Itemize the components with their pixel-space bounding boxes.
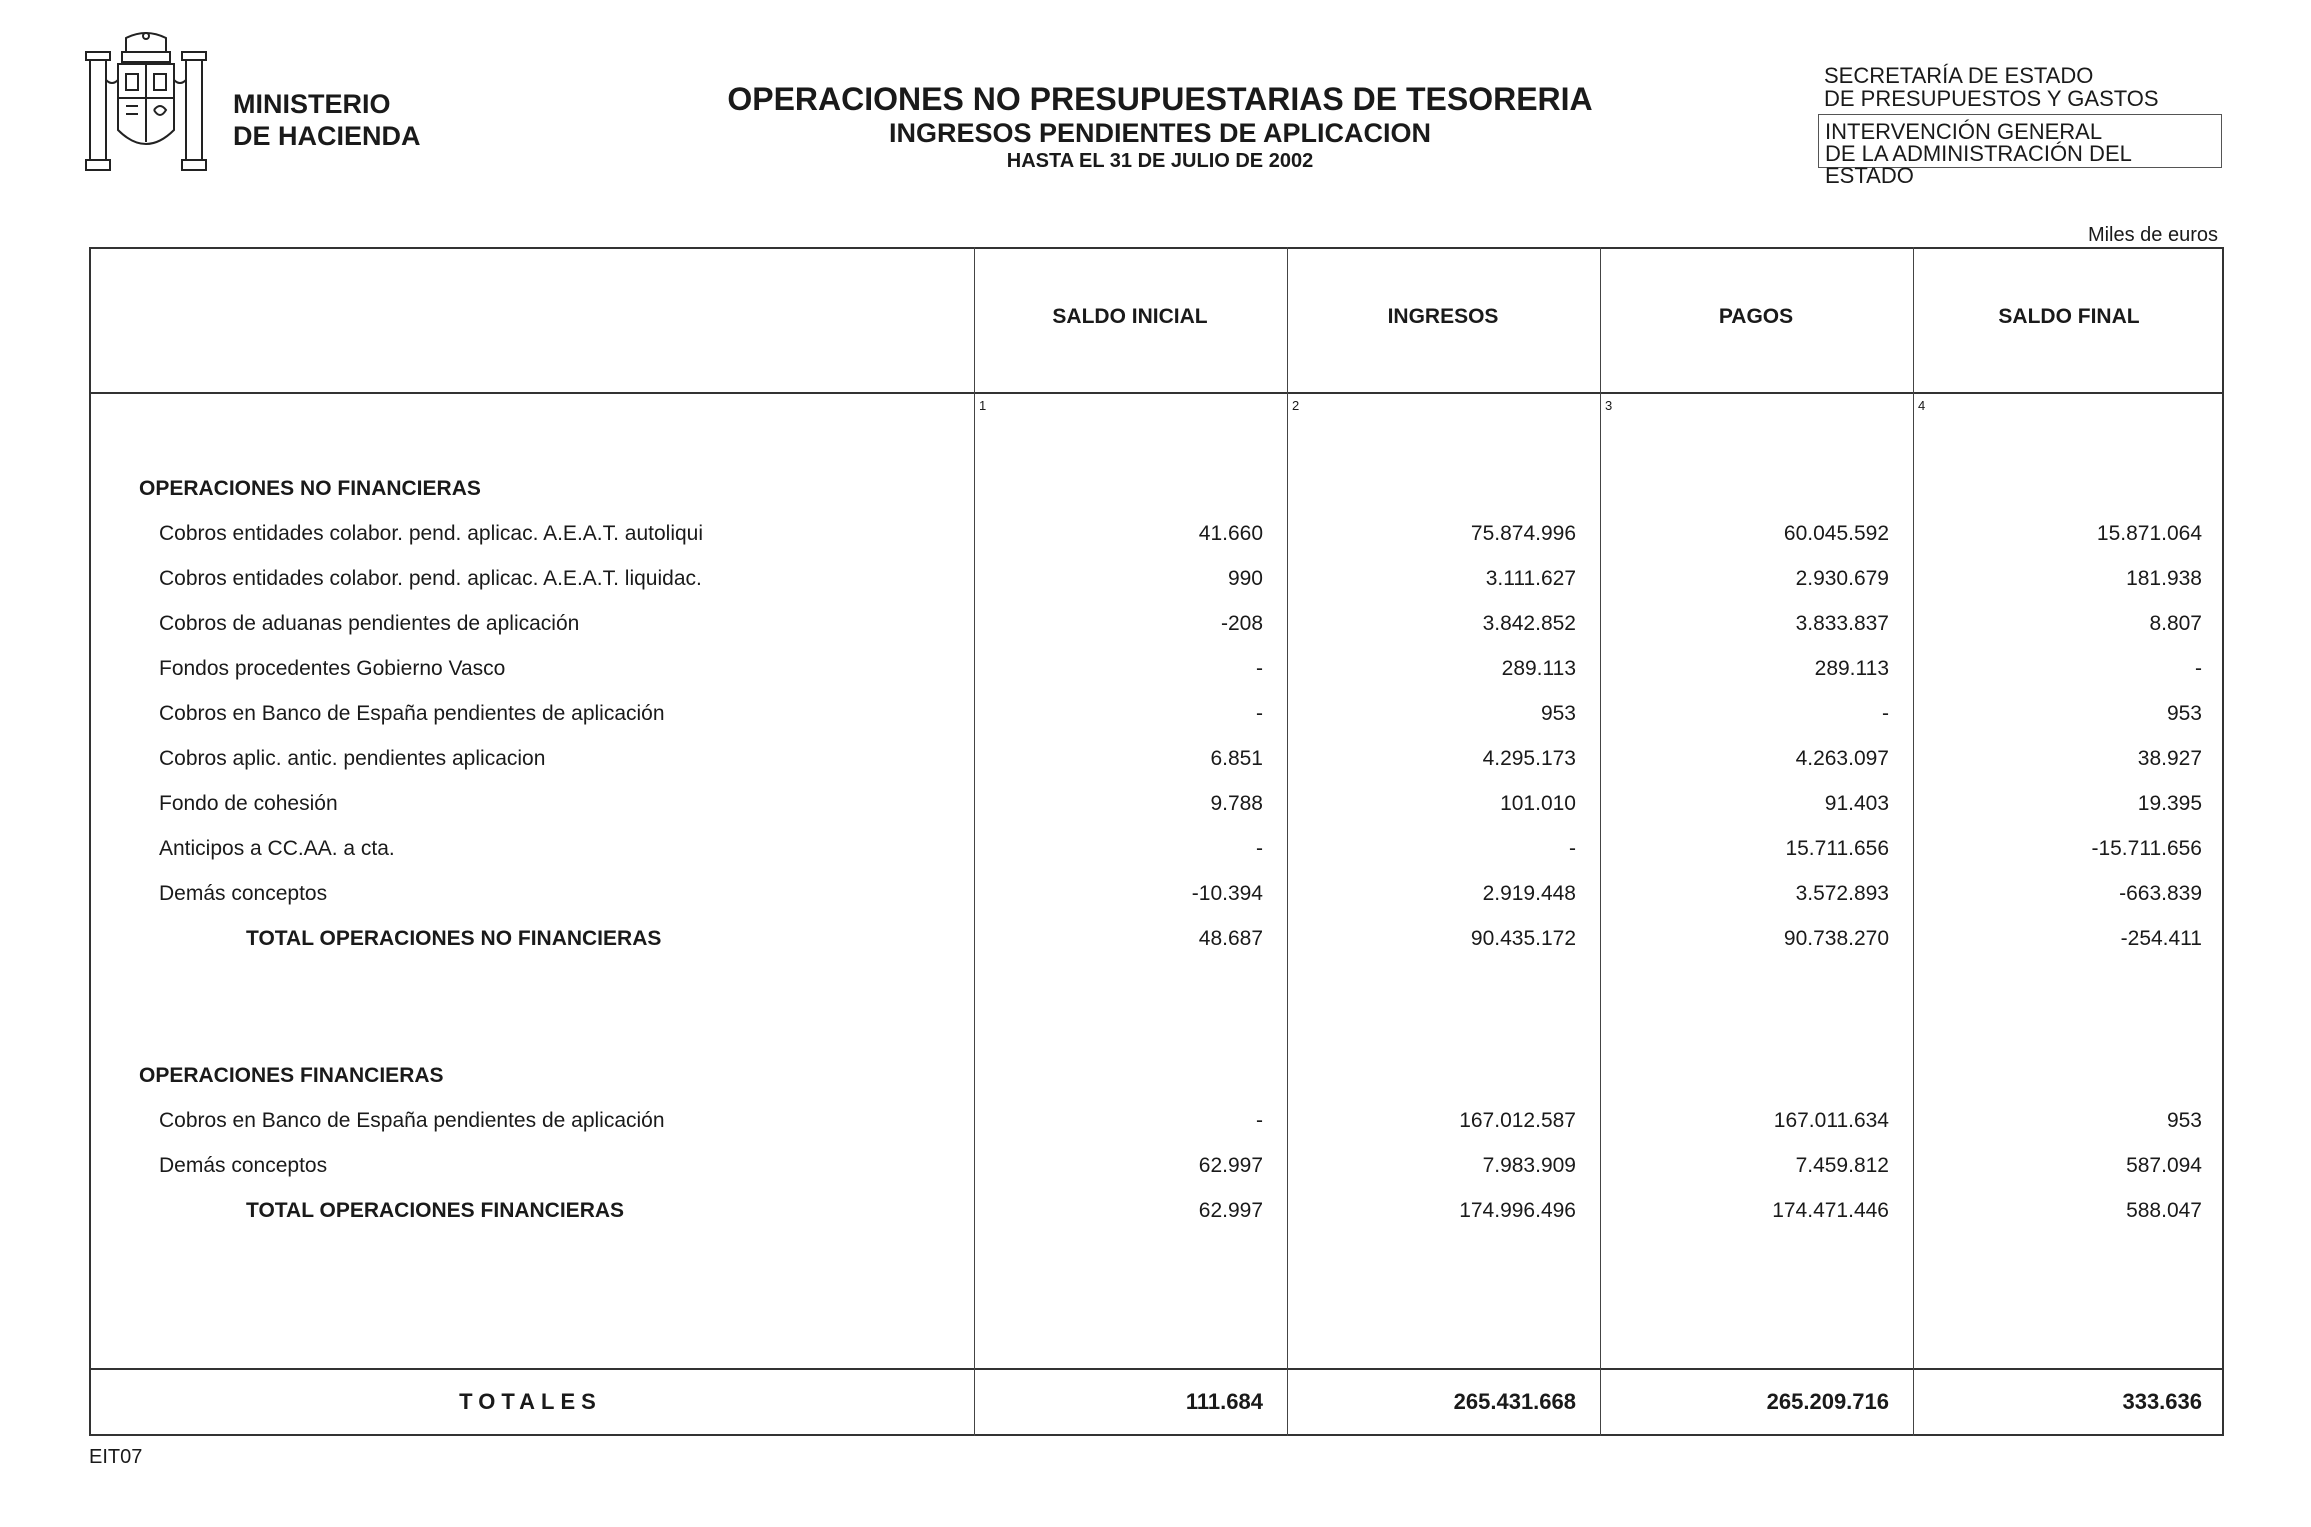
report-title: OPERACIONES NO PRESUPUESTARIAS DE TESORERIA [727, 81, 1593, 117]
table-row [0, 792, 2311, 822]
cell-saldo-final: -663.839 [2119, 882, 2202, 905]
cell-pagos: 289.113 [1814, 657, 1889, 680]
table-row [0, 1109, 2311, 1139]
header-divider [89, 392, 2224, 394]
cell-saldo-inicial: 111.684 [1185, 1389, 1263, 1414]
table-row [0, 747, 2311, 777]
cell-saldo-final: 587.094 [2126, 1154, 2202, 1177]
cell-pagos: 7.459.812 [1795, 1154, 1889, 1177]
cell-saldo-final: 181.938 [2126, 567, 2202, 590]
section-heading [0, 477, 2311, 507]
cell-ingresos: 265.431.668 [1453, 1389, 1576, 1414]
intervencion-line-2: DE LA ADMINISTRACIÓN DEL ESTADO [1825, 141, 2132, 188]
cell-saldo-inicial: -10.394 [1191, 882, 1263, 905]
cell-saldo-final: 953 [2166, 1109, 2202, 1132]
cell-saldo-final: - [2195, 657, 2202, 680]
cell-pagos: 4.263.097 [1795, 747, 1889, 770]
column-header-saldo-final: SALDO FINAL [1998, 305, 2140, 328]
section-title: OPERACIONES NO FINANCIERAS [139, 477, 481, 500]
secretaria-label [1824, 64, 2159, 110]
section-heading [0, 1064, 2311, 1094]
coat-of-arms-icon [82, 30, 210, 180]
row-label: Cobros aplic. antic. pendientes aplicacion [159, 747, 546, 770]
document-code: EIT07 [89, 1446, 143, 1468]
cell-pagos: 265.209.716 [1766, 1389, 1889, 1414]
cell-ingresos: 174.996.496 [1459, 1199, 1576, 1222]
cell-saldo-inicial: - [1256, 657, 1263, 680]
cell-ingresos: 167.012.587 [1459, 1109, 1576, 1132]
cell-pagos: 3.572.893 [1795, 882, 1889, 905]
cell-ingresos: 953 [1540, 702, 1576, 725]
cell-saldo-final: 38.927 [2137, 747, 2202, 770]
cell-saldo-final: 19.395 [2137, 792, 2202, 815]
row-label: Fondos procedentes Gobierno Vasco [159, 657, 506, 680]
intervencion-box [1818, 114, 2222, 188]
cell-pagos: 3.833.837 [1795, 612, 1889, 635]
cell-saldo-final: 8.807 [2149, 612, 2202, 635]
report-subtitle: INGRESOS PENDIENTES DE APLICACION [888, 118, 1432, 148]
cell-saldo-inicial: - [1256, 702, 1263, 725]
cell-saldo-final: 588.047 [2126, 1199, 2202, 1222]
row-label: Anticipos a CC.AA. a cta. [159, 837, 395, 860]
ministry-line-1: MINISTERIO [233, 89, 391, 119]
row-label: Fondo de cohesión [159, 792, 338, 815]
cell-ingresos: 3.111.627 [1485, 567, 1576, 590]
cell-saldo-final: -254.411 [2120, 927, 2202, 950]
section-total-row [0, 1199, 2311, 1229]
cell-pagos: 167.011.634 [1773, 1109, 1889, 1132]
cell-ingresos: 2.919.448 [1482, 882, 1576, 905]
column-header-pagos: PAGOS [1718, 305, 1794, 328]
cell-ingresos: 4.295.173 [1482, 747, 1576, 770]
table-row [0, 612, 2311, 642]
cell-pagos: 15.711.656 [1785, 837, 1889, 860]
cell-pagos: 90.738.270 [1783, 927, 1889, 950]
row-label: Cobros entidades colabor. pend. aplicac. A.E.A.T. autoliqui [159, 522, 704, 545]
column-header-ingresos: INGRESOS [1387, 305, 1499, 328]
report-date: HASTA EL 31 DE JULIO DE 2002 [1006, 150, 1314, 172]
cell-ingresos: - [1569, 837, 1576, 860]
cell-pagos: 174.471.446 [1772, 1199, 1889, 1222]
cell-saldo-final: 15.871.064 [2096, 522, 2202, 545]
totals-divider [89, 1368, 2224, 1370]
cell-pagos: 60.045.592 [1783, 522, 1889, 545]
cell-saldo-inicial: 990 [1227, 567, 1263, 590]
cell-ingresos: 90.435.172 [1470, 927, 1576, 950]
cell-pagos: 2.930.679 [1795, 567, 1889, 590]
cell-saldo-inicial: - [1256, 1109, 1263, 1132]
column-number: 2 [1292, 398, 1300, 413]
cell-saldo-inicial: 48.687 [1198, 927, 1263, 950]
cell-saldo-inicial: 41.660 [1198, 522, 1263, 545]
secretaria-line-1: SECRETARÍA DE ESTADO [1824, 63, 2094, 88]
section-total-row [0, 927, 2311, 957]
total-label: TOTAL OPERACIONES FINANCIERAS [246, 1199, 625, 1222]
column-number: 1 [979, 398, 987, 413]
cell-saldo-inicial: 6.851 [1210, 747, 1263, 770]
cell-ingresos: 7.983.909 [1482, 1154, 1576, 1177]
table-row [0, 567, 2311, 597]
row-label: Demás conceptos [159, 1154, 328, 1177]
cell-saldo-inicial: 62.997 [1198, 1199, 1263, 1222]
cell-saldo-final: 953 [2166, 702, 2202, 725]
cell-saldo-inicial: 62.997 [1198, 1154, 1263, 1177]
total-label: TOTAL OPERACIONES NO FINANCIERAS [246, 927, 662, 950]
column-header-saldo-inicial: SALDO INICIAL [1052, 305, 1208, 328]
cell-saldo-inicial: - [1256, 837, 1263, 860]
table-row [0, 882, 2311, 912]
ministry-line-2: DE HACIENDA [233, 121, 421, 151]
section-title: OPERACIONES FINANCIERAS [139, 1064, 444, 1087]
intervencion-line-1: INTERVENCIÓN GENERAL [1825, 119, 2103, 144]
cell-saldo-final: -15.711.656 [2091, 837, 2202, 860]
row-label: Demás conceptos [159, 882, 328, 905]
row-label: Cobros entidades colabor. pend. aplicac. A.E.A.T. liquidac. [159, 567, 702, 590]
table-row [0, 702, 2311, 732]
column-number: 4 [1918, 398, 1926, 413]
cell-ingresos: 75.874.996 [1470, 522, 1576, 545]
cell-ingresos: 101.010 [1500, 792, 1576, 815]
grand-total-row [0, 1389, 2311, 1419]
ministry-name [233, 88, 421, 152]
grand-total-label: TOTALES [459, 1389, 602, 1414]
row-label: Cobros en Banco de España pendientes de aplicación [159, 702, 665, 725]
row-label: Cobros de aduanas pendientes de aplicación [159, 612, 580, 635]
cell-saldo-final: 333.636 [2122, 1389, 2202, 1414]
units-label: Miles de euros [2087, 224, 2218, 246]
cell-ingresos: 3.842.852 [1482, 612, 1576, 635]
cell-saldo-inicial: 9.788 [1210, 792, 1263, 815]
table-row [0, 1154, 2311, 1184]
table-row [0, 522, 2311, 552]
cell-pagos: - [1882, 702, 1889, 725]
column-number: 3 [1605, 398, 1613, 413]
cell-saldo-inicial: -208 [1220, 612, 1263, 635]
table-row [0, 657, 2311, 687]
secretaria-line-2: DE PRESUPUESTOS Y GASTOS [1824, 86, 2159, 111]
table-row [0, 837, 2311, 867]
row-label: Cobros en Banco de España pendientes de aplicación [159, 1109, 665, 1132]
report-title-block [700, 80, 1620, 174]
cell-ingresos: 289.113 [1501, 657, 1576, 680]
cell-pagos: 91.403 [1824, 792, 1889, 815]
